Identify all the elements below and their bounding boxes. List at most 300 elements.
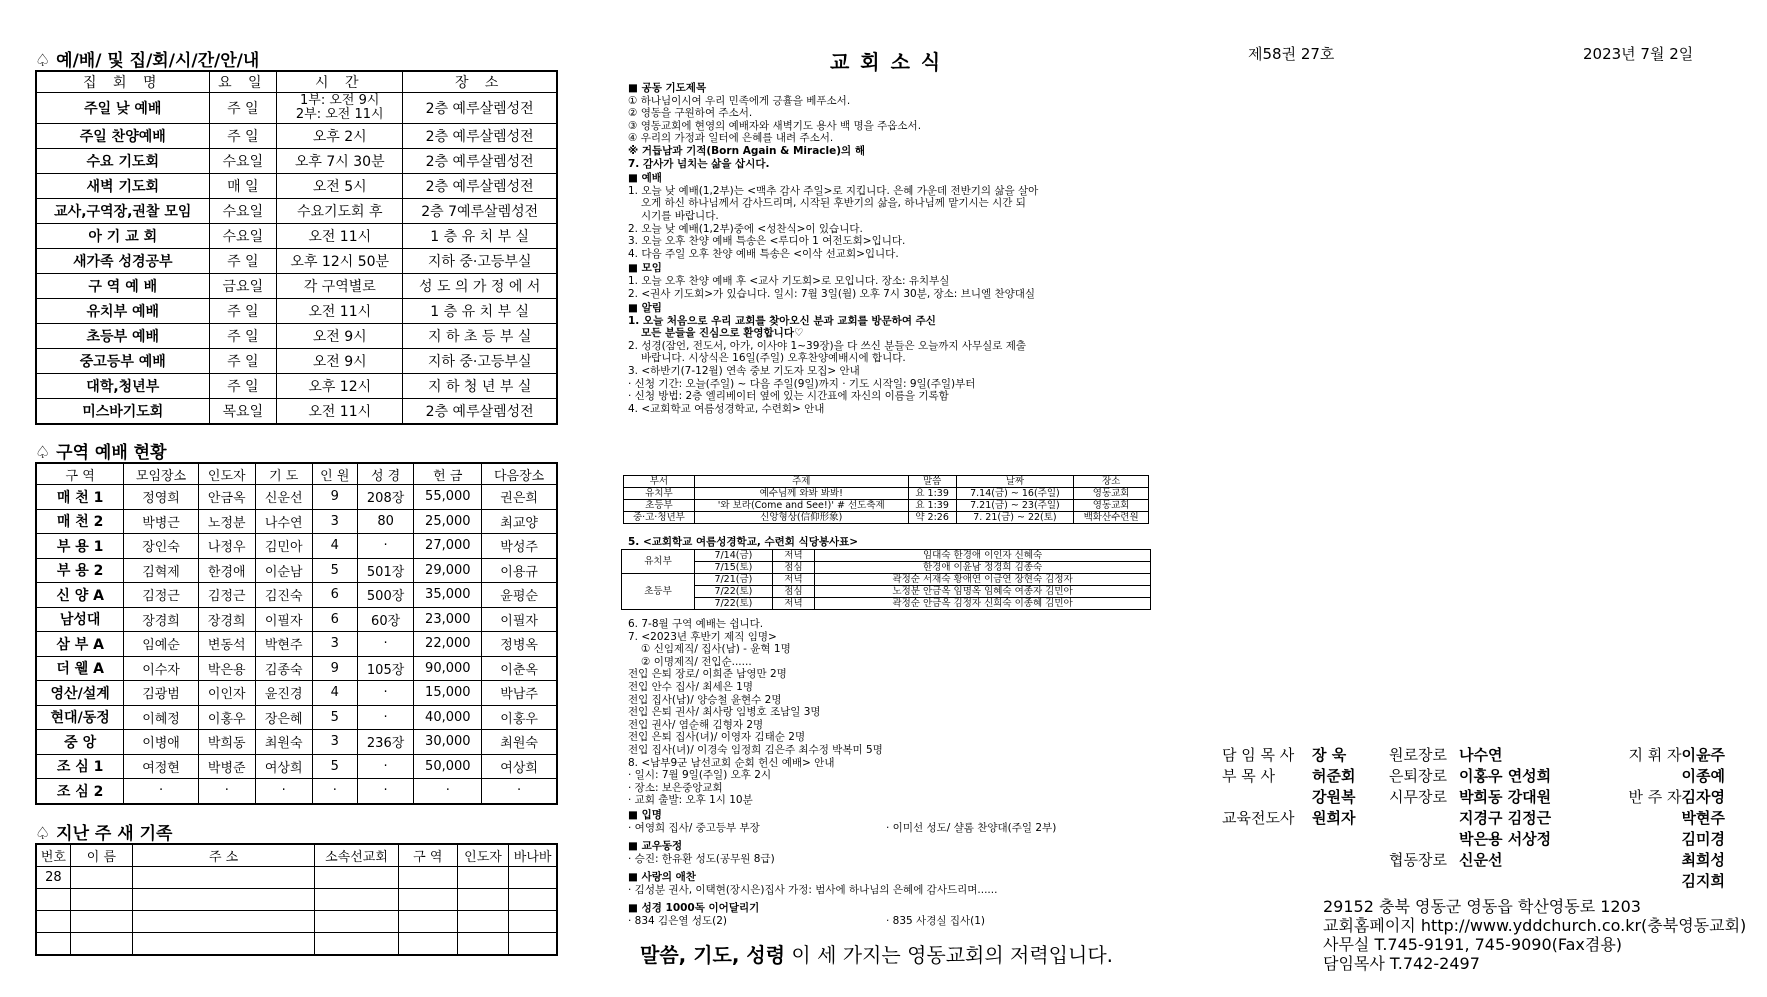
meeting-name: 중고등부 예배 — [36, 349, 209, 374]
school-cell: 7.14(금) ~ 16(주일) — [956, 488, 1074, 500]
prayer-line: ③ 영동교회에 현영의 예배자와 새벽기도 용사 백 명을 주옵소서. — [628, 119, 922, 132]
district-cell: 박병준 — [198, 754, 255, 779]
newcomers-row — [36, 867, 557, 889]
meal-table — [621, 549, 1151, 610]
district-header: 구 역 — [36, 463, 124, 485]
motto-bold: 말씀, 기도, 성령 — [640, 943, 786, 967]
district-cell: 40,000 — [414, 705, 482, 730]
meeting-time: 오후 12시 50분 — [277, 249, 403, 274]
meal-date: 7/21(금) — [695, 574, 773, 586]
schedule-row — [36, 374, 557, 399]
bible-heading: ■ 성경 1000독 이어달리기 — [628, 902, 760, 915]
district-cell: 이병애 — [124, 730, 199, 755]
district-cell: 3 — [312, 730, 357, 755]
staff-row — [1389, 787, 1551, 808]
schedule-table — [35, 70, 558, 425]
school-row — [624, 512, 1149, 524]
staff-role: 은퇴장로 — [1389, 767, 1447, 785]
worship-heading: ■ 예배 — [628, 172, 662, 185]
district-cell: 현대/동정 — [36, 705, 124, 730]
meal-date: 7/22(토) — [695, 586, 773, 598]
schedule-row — [36, 93, 557, 124]
newcomers-cell — [132, 911, 314, 933]
motto — [640, 939, 1113, 968]
meal-dept: 유치부 — [622, 550, 695, 574]
district-cell: 윤진경 — [255, 681, 312, 706]
notice2-line: · 장소: 보은중앙교회 — [628, 781, 723, 794]
schedule-row — [36, 349, 557, 374]
district-cell: 부 용 2 — [36, 558, 124, 583]
newcomers-row — [36, 933, 557, 956]
meeting-heading: ■ 모임 — [628, 262, 662, 275]
meeting-name: 수요 기도회 — [36, 149, 209, 174]
meal-row — [622, 574, 1151, 586]
meeting-name: 구 역 예 배 — [36, 274, 209, 299]
district-cell: 매 천 2 — [36, 509, 124, 534]
schedule-title: ♤ 예/배/ 및 집/회/시/간/안/내 — [35, 51, 260, 71]
district-cell: 박현주 — [255, 632, 312, 657]
district-cell: 이수자 — [124, 656, 199, 681]
meeting-time: 각 구역별로 — [277, 274, 403, 299]
notice2-line: 전입 집사(남)/ 양승철 윤현수 2명 — [628, 693, 782, 706]
prayer-line: ② 영동을 구원하여 주소서. — [628, 107, 753, 120]
office-phone-line: 사무실 T.745-9191, 745-9090(Fax겸용) — [1323, 935, 1623, 954]
meal-date: 7/22(토) — [695, 598, 773, 610]
move-heading: ■ 입명 — [628, 808, 662, 821]
meal-names: 노정분 안금옥 임명옥 임혜숙 여종자 김민아 — [815, 586, 1151, 598]
worship-line: 1. 오늘 낮 예배(1,2부)는 <맥추 감사 주일>로 지킵니다. 은혜 가운데 전반기의 삶을 살아 — [628, 184, 1039, 197]
district-cell: 여상희 — [482, 754, 557, 779]
school-cell: 7.21(금) ~ 23(주일) — [956, 500, 1074, 512]
school-header: 부서 — [624, 476, 695, 488]
newcomers-cell — [315, 889, 399, 911]
district-cell: 정영희 — [124, 485, 199, 510]
staff-name: 장 욱 — [1312, 746, 1347, 764]
notice-heading: ■ 알림 — [628, 302, 662, 315]
district-cell: 변동석 — [198, 632, 255, 657]
newcomers-cell — [36, 911, 70, 933]
district-cell: 이혜정 — [124, 705, 199, 730]
newcomers-header: 이 름 — [70, 844, 132, 867]
notice2-line: 전입 집사(녀)/ 이경숙 임정희 김은주 최수정 박복미 5명 — [628, 743, 883, 756]
meeting-time: 오전 11시 — [277, 299, 403, 324]
prayer-line: ① 하나님이시여 우리 민족에게 긍휼을 베푸소서. — [628, 94, 851, 107]
motto-rest: 이 세 가지는 영동교회의 저력입니다. — [785, 943, 1113, 967]
staff-role: 원로장로 — [1389, 746, 1447, 764]
school-cell: 초등부 — [624, 500, 695, 512]
newcomers-cell — [36, 933, 70, 956]
meeting-place: 2층 7예루살렘성전 — [403, 199, 557, 224]
meeting-name: 주일 낮 예배 — [36, 93, 209, 124]
newcomers-row — [36, 889, 557, 911]
meal-names: 곽정순 안금옥 김정자 신희숙 이종혜 김민아 — [815, 598, 1151, 610]
meeting-day: 주 일 — [209, 374, 277, 399]
district-cell: 장경희 — [198, 607, 255, 632]
district-cell: · — [482, 779, 557, 804]
district-cell: · — [357, 779, 414, 804]
district-cell: 장은혜 — [255, 705, 312, 730]
worship-line: 4. 다음 주일 오후 찬양 예배 특송은 <이삭 선교회>입니다. — [628, 247, 899, 260]
school-cell: 요 1:39 — [908, 488, 956, 500]
newcomers-cell — [70, 889, 132, 911]
district-cell: 500장 — [357, 583, 414, 608]
district-cell: 25,000 — [414, 509, 482, 534]
district-cell: 김혁제 — [124, 558, 199, 583]
meal-title: 5. <교회학교 여름성경학교, 수련회 식당봉사표> — [628, 536, 859, 548]
district-cell: 삼 부 A — [36, 632, 124, 657]
meeting-day: 금요일 — [209, 274, 277, 299]
staff-name: 신운선 — [1459, 851, 1503, 869]
meal-row — [622, 598, 1151, 610]
school-header: 말씀 — [908, 476, 956, 488]
meeting-day: 목요일 — [209, 399, 277, 425]
district-cell: 박희동 — [198, 730, 255, 755]
move-b: · 이미선 성도/ 샬롬 찬양대(주일 2부) — [886, 821, 1057, 834]
district-header: 모임장소 — [124, 463, 199, 485]
district-cell: 9 — [312, 485, 357, 510]
district-cell: 안금옥 — [198, 485, 255, 510]
district-cell: 22,000 — [414, 632, 482, 657]
schedule-row — [36, 224, 557, 249]
district-header: 인도자 — [198, 463, 255, 485]
meal-names: 곽정순 서재숙 황애연 이금연 장현숙 김정자 — [815, 574, 1151, 586]
meeting-line: 2. <권사 기도회>가 있습니다. 일시: 7월 3일(월) 오후 7시 30분, 장소: 브니엘 찬양대실 — [628, 287, 1036, 300]
district-cell: 50,000 — [414, 754, 482, 779]
district-row — [36, 558, 557, 583]
district-cell: 6 — [312, 583, 357, 608]
meal-names: 임대숙 한경애 이인자 신혜숙 — [815, 550, 1151, 562]
schedule-row — [36, 274, 557, 299]
district-row — [36, 485, 557, 510]
district-cell: · — [312, 779, 357, 804]
district-cell: · — [124, 779, 199, 804]
school-header: 날짜 — [956, 476, 1074, 488]
meal-row — [622, 586, 1151, 598]
staff-role: 교육전도사 — [1222, 809, 1295, 827]
district-cell: 노정분 — [198, 509, 255, 534]
district-header: 성 경 — [357, 463, 414, 485]
meal-time: 점심 — [772, 562, 814, 574]
meeting-place: 1 층 유 치 부 실 — [403, 224, 557, 249]
newcomers-cell — [132, 933, 314, 956]
meal-row — [622, 550, 1151, 562]
staff-row — [1222, 808, 1355, 829]
meeting-place: 2층 예루살렘성전 — [403, 124, 557, 149]
meeting-line: 1. 오늘 오후 찬양 예배 후 <교사 기도회>로 모입니다. 장소: 유치부실 — [628, 274, 950, 287]
staff-col-2 — [1389, 745, 1551, 871]
meeting-name: 초등부 예배 — [36, 324, 209, 349]
meeting-name: 새벽 기도회 — [36, 174, 209, 199]
notice-line: 바랍니다. 시상식은 16일(주일) 오후찬양예배시에 합니다. — [641, 352, 906, 365]
prayer-line: ④ 우리의 가정과 일터에 은혜를 내려 주소서. — [628, 132, 834, 145]
staff-name: 김지희 — [1681, 872, 1725, 890]
meeting-day: 주 일 — [209, 93, 277, 124]
district-cell: 최교양 — [482, 509, 557, 534]
district-cell: 208장 — [357, 485, 414, 510]
school-row — [624, 488, 1149, 500]
meeting-time: 오전 9시 — [277, 324, 403, 349]
newcomers-cell — [132, 867, 314, 889]
staff-role: 부 목 사 — [1222, 767, 1276, 785]
district-row — [36, 779, 557, 804]
school-cell: 영동교회 — [1074, 500, 1149, 512]
newcomers-cell — [398, 889, 457, 911]
district-cell: 이인자 — [198, 681, 255, 706]
district-cell: 남성대 — [36, 607, 124, 632]
staff-name: 최희성 — [1681, 851, 1725, 869]
schedule-row — [36, 324, 557, 349]
notice2-line: 전입 은퇴 장로/ 이희준 남영만 2명 — [628, 668, 787, 681]
school-cell: 신앙형상(信仰形象) — [694, 512, 908, 524]
newcomers-cell — [132, 889, 314, 911]
newcomers-cell — [509, 911, 557, 933]
newcomers-row — [36, 911, 557, 933]
district-cell: 이홍우 — [198, 705, 255, 730]
staff-col-1 — [1222, 745, 1355, 829]
staff-name: 지경구 김정근 — [1459, 809, 1552, 827]
notice2-line: · 일시: 7월 9일(주일) 오후 2시 — [628, 769, 772, 782]
district-cell: 90,000 — [414, 656, 482, 681]
district-row — [36, 656, 557, 681]
meeting-time: 오후 12시 — [277, 374, 403, 399]
staff-row — [1605, 787, 1725, 808]
bible-a: · 834 김은열 성도(2) — [628, 915, 727, 928]
notice-line: · 신청 기간: 오늘(주일) ~ 다음 주일(9일)까지 · 기도 시작일: 9일(주일)부터 — [628, 377, 976, 390]
newcomers-cell — [315, 867, 399, 889]
meeting-day: 주 일 — [209, 124, 277, 149]
newcomers-cell — [398, 867, 457, 889]
meal-names: 한경애 이윤남 정경희 김종숙 — [815, 562, 1151, 574]
staff-name: 강원복 — [1312, 788, 1356, 806]
district-cell: 김민아 — [255, 534, 312, 559]
homepage-line: 교회홈페이지 http://www.yddchurch.co.kr(충북영동교회) — [1323, 916, 1747, 935]
meeting-time-1: 1부: 오전 9시 — [300, 93, 380, 108]
newcomers-header: 주 소 — [132, 844, 314, 867]
district-cell: 나정우 — [198, 534, 255, 559]
district-cell: 박성주 — [482, 534, 557, 559]
staff-name: 나수연 — [1459, 746, 1503, 764]
staff-row — [1605, 850, 1725, 871]
newcomers-cell — [509, 933, 557, 956]
district-cell: · — [357, 754, 414, 779]
schedule-header: 장 소 — [403, 71, 557, 93]
staff-name: 허준회 — [1312, 767, 1356, 785]
staff-row — [1389, 808, 1551, 829]
notice2-line: 8. <남부9군 남선교회 순회 헌신 예배> 안내 — [628, 756, 835, 769]
district-cell: · — [198, 779, 255, 804]
school-row — [624, 500, 1149, 512]
district-cell: 박병근 — [124, 509, 199, 534]
district-cell: 장인숙 — [124, 534, 199, 559]
newcomers-header: 번호 — [36, 844, 70, 867]
district-cell: 신 양 A — [36, 583, 124, 608]
news-column-2 — [628, 618, 1158, 928]
district-cell: 이용규 — [482, 558, 557, 583]
district-cell: 30,000 — [414, 730, 482, 755]
district-header: 다음장소 — [482, 463, 557, 485]
district-row — [36, 681, 557, 706]
schedule-row — [36, 299, 557, 324]
newcomers-cell — [457, 889, 508, 911]
staff-row — [1389, 829, 1551, 850]
staff-row — [1222, 766, 1355, 787]
staff-row — [1605, 766, 1725, 787]
newcomers-cell — [70, 867, 132, 889]
prayer-line: 7. 감사가 넘치는 삶을 삽시다. — [628, 157, 770, 170]
staff-role: 지 휘 자 — [1628, 746, 1682, 764]
address-block — [1323, 897, 1746, 973]
schedule-row — [36, 174, 557, 199]
district-cell: 4 — [312, 534, 357, 559]
notice2-line: 7. <2023년 후반기 제직 임명> — [628, 630, 777, 643]
meeting-name: 미스바기도회 — [36, 399, 209, 425]
staff-row — [1389, 766, 1551, 787]
notice2-line: ② 이명제직/ 전입순...... — [641, 655, 752, 668]
staff-name: 이종예 — [1681, 767, 1725, 785]
meeting-place: 2층 예루살렘성전 — [403, 93, 557, 124]
school-cell: '와 보라(Come and See!)' # 선도축제 — [694, 500, 908, 512]
district-cell: 3 — [312, 509, 357, 534]
district-cell: · — [357, 632, 414, 657]
newcomers-title: ♤ 지난 주 새 기족 — [35, 824, 173, 844]
meeting-place: 2층 예루살렘성전 — [403, 174, 557, 199]
meeting-place: 지하 중·고등부실 — [403, 249, 557, 274]
staff-role: 반 주 자 — [1628, 788, 1682, 806]
district-cell: 최원숙 — [482, 730, 557, 755]
school-header: 주제 — [694, 476, 908, 488]
schedule-row — [36, 399, 557, 425]
schedule-header: 시 간 — [277, 71, 403, 93]
district-cell: 더 웰 A — [36, 656, 124, 681]
district-row — [36, 509, 557, 534]
district-cell: 장경희 — [124, 607, 199, 632]
district-cell: 105장 — [357, 656, 414, 681]
district-cell: 김진숙 — [255, 583, 312, 608]
meeting-time — [277, 93, 403, 124]
district-cell: 236장 — [357, 730, 414, 755]
district-cell: 매 천 1 — [36, 485, 124, 510]
newcomers-cell — [398, 911, 457, 933]
move-a: · 여영희 집사/ 중고등부 부장 — [628, 821, 760, 834]
issue-date: 2023년 7월 2일 — [1583, 45, 1694, 63]
district-cell: 80 — [357, 509, 414, 534]
school-cell: 예수님께 와봐 봐봐! — [694, 488, 908, 500]
newcomers-header: 인도자 — [457, 844, 508, 867]
district-title: ♤ 구역 예배 현황 — [35, 443, 167, 463]
meeting-time: 오전 11시 — [277, 399, 403, 425]
meeting-name: 주일 찬양예배 — [36, 124, 209, 149]
staff-name: 박현주 — [1681, 809, 1725, 827]
district-cell: 조 심 1 — [36, 754, 124, 779]
district-cell: 6 — [312, 607, 357, 632]
meeting-day: 매 일 — [209, 174, 277, 199]
district-cell: 한경애 — [198, 558, 255, 583]
staff-col-3 — [1605, 745, 1725, 892]
district-cell: 나수연 — [255, 509, 312, 534]
newcomers-cell — [398, 933, 457, 956]
notice2-line: 전입 은퇴 권사/ 최사랑 임병호 조남일 3명 — [628, 706, 821, 719]
district-cell: 9 — [312, 656, 357, 681]
district-cell: · — [255, 779, 312, 804]
district-row — [36, 607, 557, 632]
school-cell: 백화산수련원 — [1074, 512, 1149, 524]
notice-line: 2. 성경(잠언, 전도서, 아가, 이사야 1~39장)을 다 쓰신 분들은 오늘까지 사무실로 제출 — [628, 339, 1027, 352]
meeting-time: 수요기도회 후 — [277, 199, 403, 224]
love-heading: ■ 사랑의 애찬 — [628, 871, 696, 884]
meeting-place: 지하 중·고등부실 — [403, 349, 557, 374]
district-cell: · — [414, 779, 482, 804]
meeting-name: 유치부 예배 — [36, 299, 209, 324]
staff-row — [1389, 745, 1551, 766]
meeting-place: 2층 예루살렘성전 — [403, 149, 557, 174]
district-table — [35, 462, 558, 805]
school-cell: 중·고·청년부 — [624, 512, 695, 524]
staff-row — [1389, 850, 1551, 871]
notice2-line: 전입 안수 집사/ 최세은 1명 — [628, 680, 753, 693]
meeting-day: 주 일 — [209, 349, 277, 374]
love-text: · 김성분 권사, 이택현(장시은)집사 가정: 범사에 하나님의 은혜에 감사드리며...... — [628, 883, 998, 896]
schedule-header: 요 일 — [209, 71, 277, 93]
district-cell: 임예순 — [124, 632, 199, 657]
meeting-name: 아 기 교 회 — [36, 224, 209, 249]
meeting-place: 1 층 유 치 부 실 — [403, 299, 557, 324]
meeting-time: 오후 7시 30분 — [277, 149, 403, 174]
meeting-place: 지 하 청 년 부 실 — [403, 374, 557, 399]
district-cell: 김정근 — [198, 583, 255, 608]
district-cell: 김광범 — [124, 681, 199, 706]
meal-dept: 초등부 — [622, 574, 695, 610]
notice2-line: ① 신임제직/ 집사(남) - 윤혁 1명 — [641, 643, 791, 656]
district-cell: 이홍우 — [482, 705, 557, 730]
staff-role: 협동장로 — [1389, 851, 1447, 869]
school-cell: 유치부 — [624, 488, 695, 500]
staff-row — [1222, 745, 1355, 766]
meal-time: 저녁 — [772, 598, 814, 610]
district-header: 헌 금 — [414, 463, 482, 485]
notice-line: 3. <하반기(7-12월) 연속 중보 기도자 모집> 안내 — [628, 365, 860, 378]
meeting-day: 주 일 — [209, 249, 277, 274]
staff-name: 김자영 — [1681, 788, 1725, 806]
newcomers-cell — [457, 867, 508, 889]
district-cell: 29,000 — [414, 558, 482, 583]
staff-row — [1605, 745, 1725, 766]
district-row — [36, 754, 557, 779]
meal-time: 점심 — [772, 586, 814, 598]
district-cell: 부 용 1 — [36, 534, 124, 559]
district-cell: 60장 — [357, 607, 414, 632]
schedule-header: 집 회 명 — [36, 71, 209, 93]
worship-line: 오게 하신 하나님께서 감사드리며, 시작된 후반기의 삶을, 하나님께 맡기시는 시간 되 — [641, 197, 1026, 210]
district-cell: 5 — [312, 754, 357, 779]
newcomers-cell — [70, 933, 132, 956]
district-cell: 정병옥 — [482, 632, 557, 657]
worship-line: 시기를 바랍니다. — [641, 209, 719, 222]
district-cell: 23,000 — [414, 607, 482, 632]
district-cell: 5 — [312, 705, 357, 730]
district-row — [36, 534, 557, 559]
newcomers-header: 소속선교회 — [315, 844, 399, 867]
volume: 제58권 27호 — [1248, 45, 1335, 63]
district-cell: 윤평순 — [482, 583, 557, 608]
meal-date: 7/14(금) — [695, 550, 773, 562]
district-cell: 55,000 — [414, 485, 482, 510]
meal-time: 저녁 — [772, 550, 814, 562]
notice2-line: · 교회 출발: 오후 1시 10분 — [628, 794, 753, 807]
district-cell: · — [357, 534, 414, 559]
district-cell: · — [357, 681, 414, 706]
district-cell: 김정근 — [124, 583, 199, 608]
newcomers-cell — [36, 889, 70, 911]
